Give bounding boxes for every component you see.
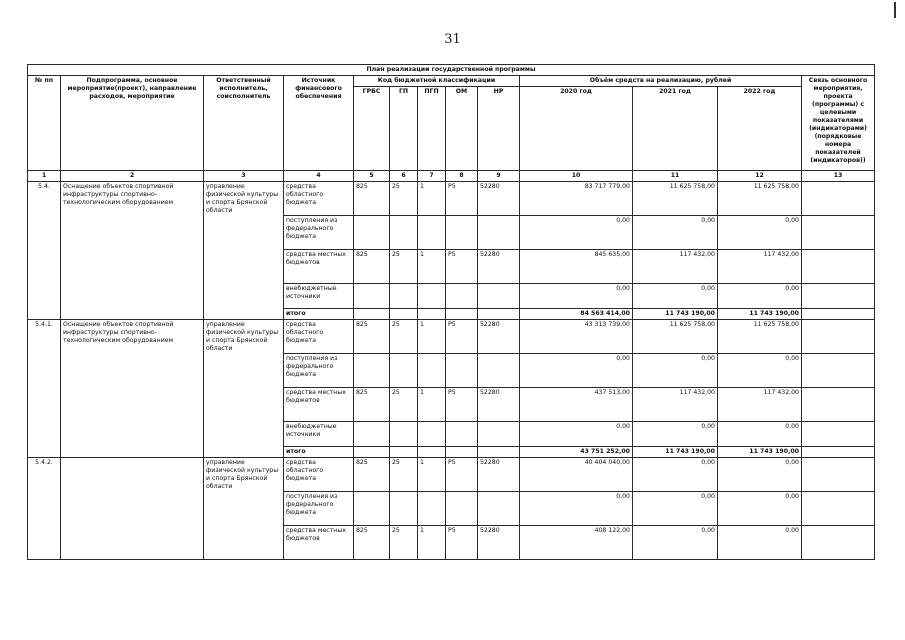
code-gp: 25 — [390, 250, 418, 284]
code-pgp: 1 — [418, 526, 446, 560]
code-grbs: 825 — [354, 250, 390, 284]
code-nr — [478, 354, 520, 388]
code-grbs: 825 — [354, 182, 390, 216]
code-nr — [478, 422, 520, 447]
code-gp — [390, 447, 418, 458]
header-source: Источник финансового обеспечения — [284, 76, 354, 171]
amount-2022: 117 432,00 — [718, 250, 802, 284]
amount-2022: 11 625 758,00 — [718, 182, 802, 216]
amount-2020: 0,00 — [520, 284, 633, 309]
code-om — [446, 216, 478, 250]
funding-source: средства местных бюджетов — [284, 526, 354, 560]
indicator-link — [802, 354, 875, 388]
amount-2021: 0,00 — [633, 492, 718, 526]
code-om: P5 — [446, 182, 478, 216]
code-grbs — [354, 309, 390, 320]
header-nr: НР — [478, 87, 520, 171]
amount-2022: 0,00 — [718, 526, 802, 560]
scan-edge-mark — [894, 2, 896, 18]
code-grbs — [354, 422, 390, 447]
code-nr — [478, 284, 520, 309]
table-row — [28, 182, 875, 216]
code-gp: 25 — [390, 526, 418, 560]
amount-2022: 0,00 — [718, 458, 802, 492]
table-title: План реализации государственной программы — [28, 65, 875, 76]
code-nr: 52280 — [478, 182, 520, 216]
code-gp — [390, 422, 418, 447]
header-gp: ГП — [390, 87, 418, 171]
row-number: 5.4.1. — [28, 320, 61, 458]
code-pgp — [418, 354, 446, 388]
funding-source: поступления из федерального бюджета — [284, 492, 354, 526]
funding-source: средства областного бюджета — [284, 182, 354, 216]
amount-2022: 117 432,00 — [718, 388, 802, 422]
amount-2021: 11 625 758,00 — [633, 182, 718, 216]
amount-2020: 408 122,00 — [520, 526, 633, 560]
code-pgp — [418, 447, 446, 458]
code-grbs — [354, 354, 390, 388]
code-gp: 25 — [390, 320, 418, 354]
code-nr: 52280 — [478, 250, 520, 284]
amount-2020: 845 635,00 — [520, 250, 633, 284]
code-grbs: 825 — [354, 320, 390, 354]
amount-2020: 83 717 779,00 — [520, 182, 633, 216]
header-link: Связь основного мероприятия, проекта (программы) с целевыми показателями (индикаторами) (порядковые номера показателей (индикаторов)) — [802, 76, 875, 171]
indicator-link — [802, 458, 875, 492]
column-number: 4 — [284, 171, 354, 182]
amount-2021: 0,00 — [633, 284, 718, 309]
amount-2020: 84 563 414,00 — [520, 309, 633, 320]
code-gp — [390, 309, 418, 320]
indicator-link — [802, 320, 875, 354]
page-number: 31 — [444, 32, 461, 47]
column-number: 13 — [802, 171, 875, 182]
indicator-link — [802, 284, 875, 309]
amount-2021: 0,00 — [633, 216, 718, 250]
code-gp — [390, 354, 418, 388]
code-grbs — [354, 216, 390, 250]
column-number: 3 — [204, 171, 284, 182]
activity-name — [61, 458, 204, 560]
funding-source: средства местных бюджетов — [284, 388, 354, 422]
header-num: № пп — [28, 76, 61, 171]
code-nr: 52280 — [478, 320, 520, 354]
amount-2022: 0,00 — [718, 216, 802, 250]
funding-source: средства областного бюджета — [284, 458, 354, 492]
code-gp: 25 — [390, 458, 418, 492]
code-nr — [478, 492, 520, 526]
code-grbs: 825 — [354, 526, 390, 560]
header-pgp: ПГП — [418, 87, 446, 171]
executor: управление физической культуры и спорта Брянской области — [204, 320, 284, 458]
code-grbs: 825 — [354, 458, 390, 492]
code-gp — [390, 492, 418, 526]
code-nr — [478, 309, 520, 320]
indicator-link — [802, 250, 875, 284]
code-om — [446, 447, 478, 458]
indicator-link — [802, 388, 875, 422]
column-number: 9 — [478, 171, 520, 182]
column-number: 12 — [718, 171, 802, 182]
code-pgp: 1 — [418, 250, 446, 284]
amount-2021: 0,00 — [633, 422, 718, 447]
row-number: 5.4.2. — [28, 458, 61, 560]
code-gp: 25 — [390, 388, 418, 422]
code-om: P5 — [446, 320, 478, 354]
indicator-link — [802, 216, 875, 250]
amount-2020: 0,00 — [520, 216, 633, 250]
code-nr — [478, 216, 520, 250]
code-pgp — [418, 309, 446, 320]
amount-2022: 11 743 190,00 — [718, 309, 802, 320]
indicator-link — [802, 182, 875, 216]
code-om — [446, 284, 478, 309]
amount-2021: 117 432,00 — [633, 388, 718, 422]
column-number: 2 — [61, 171, 204, 182]
amount-2021: 0,00 — [633, 354, 718, 388]
code-grbs — [354, 492, 390, 526]
code-pgp — [418, 284, 446, 309]
code-pgp — [418, 492, 446, 526]
column-number: 6 — [390, 171, 418, 182]
amount-2021: 0,00 — [633, 526, 718, 560]
code-grbs: 825 — [354, 388, 390, 422]
code-gp: 25 — [390, 182, 418, 216]
header-code-group: Код бюджетной классификации — [354, 76, 520, 87]
funding-source: поступления из федерального бюджета — [284, 216, 354, 250]
header-subprogram: Подпрограмма, основное мероприятие(проект), направление расходов, мероприятие — [61, 76, 204, 171]
code-pgp: 1 — [418, 182, 446, 216]
amount-2021: 11 743 190,00 — [633, 309, 718, 320]
funding-source: итого — [284, 447, 354, 458]
header-om: ОМ — [446, 87, 478, 171]
code-om — [446, 309, 478, 320]
header-2020: 2020 год — [520, 87, 633, 171]
header-amount-group: Объём средств на реализацию, рублей — [520, 76, 802, 87]
funding-source: итого — [284, 309, 354, 320]
code-pgp — [418, 422, 446, 447]
table-row — [28, 320, 875, 354]
code-pgp — [418, 216, 446, 250]
code-om — [446, 354, 478, 388]
code-grbs — [354, 447, 390, 458]
code-gp — [390, 284, 418, 309]
code-pgp: 1 — [418, 458, 446, 492]
activity-name: Оснащение объектов спортивной инфраструктуры спортивно-технологическим оборудованием — [61, 182, 204, 320]
column-number: 11 — [633, 171, 718, 182]
table-title-row — [28, 65, 875, 76]
code-om: P5 — [446, 250, 478, 284]
amount-2022: 0,00 — [718, 284, 802, 309]
amount-2021: 11 625 758,00 — [633, 320, 718, 354]
amount-2020: 437 513,00 — [520, 388, 633, 422]
funding-source: внебюджетные источники — [284, 284, 354, 309]
code-grbs — [354, 284, 390, 309]
header-grbs: ГРБС — [354, 87, 390, 171]
amount-2022: 0,00 — [718, 422, 802, 447]
amount-2020: 0,00 — [520, 354, 633, 388]
code-pgp: 1 — [418, 320, 446, 354]
header-2022: 2022 год — [718, 87, 802, 171]
column-number-row — [28, 171, 875, 182]
amount-2022: 11 743 190,00 — [718, 447, 802, 458]
amount-2022: 0,00 — [718, 492, 802, 526]
amount-2020: 0,00 — [520, 422, 633, 447]
header-row-1 — [28, 76, 875, 87]
code-pgp: 1 — [418, 388, 446, 422]
amount-2020: 43 313 739,00 — [520, 320, 633, 354]
code-gp — [390, 216, 418, 250]
column-number: 5 — [354, 171, 390, 182]
column-number: 1 — [28, 171, 61, 182]
amount-2020: 0,00 — [520, 492, 633, 526]
column-number: 10 — [520, 171, 633, 182]
code-nr: 52280 — [478, 458, 520, 492]
indicator-link — [802, 492, 875, 526]
amount-2021: 117 432,00 — [633, 250, 718, 284]
funding-source: средства областного бюджета — [284, 320, 354, 354]
funding-source: поступления из федерального бюджета — [284, 354, 354, 388]
funding-source: средства местных бюджетов — [284, 250, 354, 284]
column-number: 8 — [446, 171, 478, 182]
code-nr — [478, 447, 520, 458]
amount-2022: 11 625 758,00 — [718, 320, 802, 354]
table-row — [28, 458, 875, 492]
program-plan-table — [27, 64, 875, 560]
indicator-link — [802, 422, 875, 447]
activity-name: Оснащение объектов спортивной инфраструктуры спортивно-технологическим оборудованием — [61, 320, 204, 458]
header-executor: Ответственный исполнитель, соисполнитель — [204, 76, 284, 171]
executor: управление физической культуры и спорта Брянской области — [204, 458, 284, 560]
code-om: P5 — [446, 526, 478, 560]
column-number: 7 — [418, 171, 446, 182]
amount-2020: 43 751 252,00 — [520, 447, 633, 458]
code-nr: 52280 — [478, 388, 520, 422]
code-om: P5 — [446, 388, 478, 422]
amount-2022: 0,00 — [718, 354, 802, 388]
executor: управление физической культуры и спорта Брянской области — [204, 182, 284, 320]
code-om — [446, 492, 478, 526]
code-om: P5 — [446, 458, 478, 492]
header-2021: 2021 год — [633, 87, 718, 171]
indicator-link — [802, 447, 875, 458]
funding-source: внебюджетные источники — [284, 422, 354, 447]
indicator-link — [802, 526, 875, 560]
code-om — [446, 422, 478, 447]
amount-2020: 40 404 040,00 — [520, 458, 633, 492]
indicator-link — [802, 309, 875, 320]
row-number: 5.4. — [28, 182, 61, 320]
amount-2021: 11 743 190,00 — [633, 447, 718, 458]
amount-2021: 0,00 — [633, 458, 718, 492]
code-nr: 52280 — [478, 526, 520, 560]
